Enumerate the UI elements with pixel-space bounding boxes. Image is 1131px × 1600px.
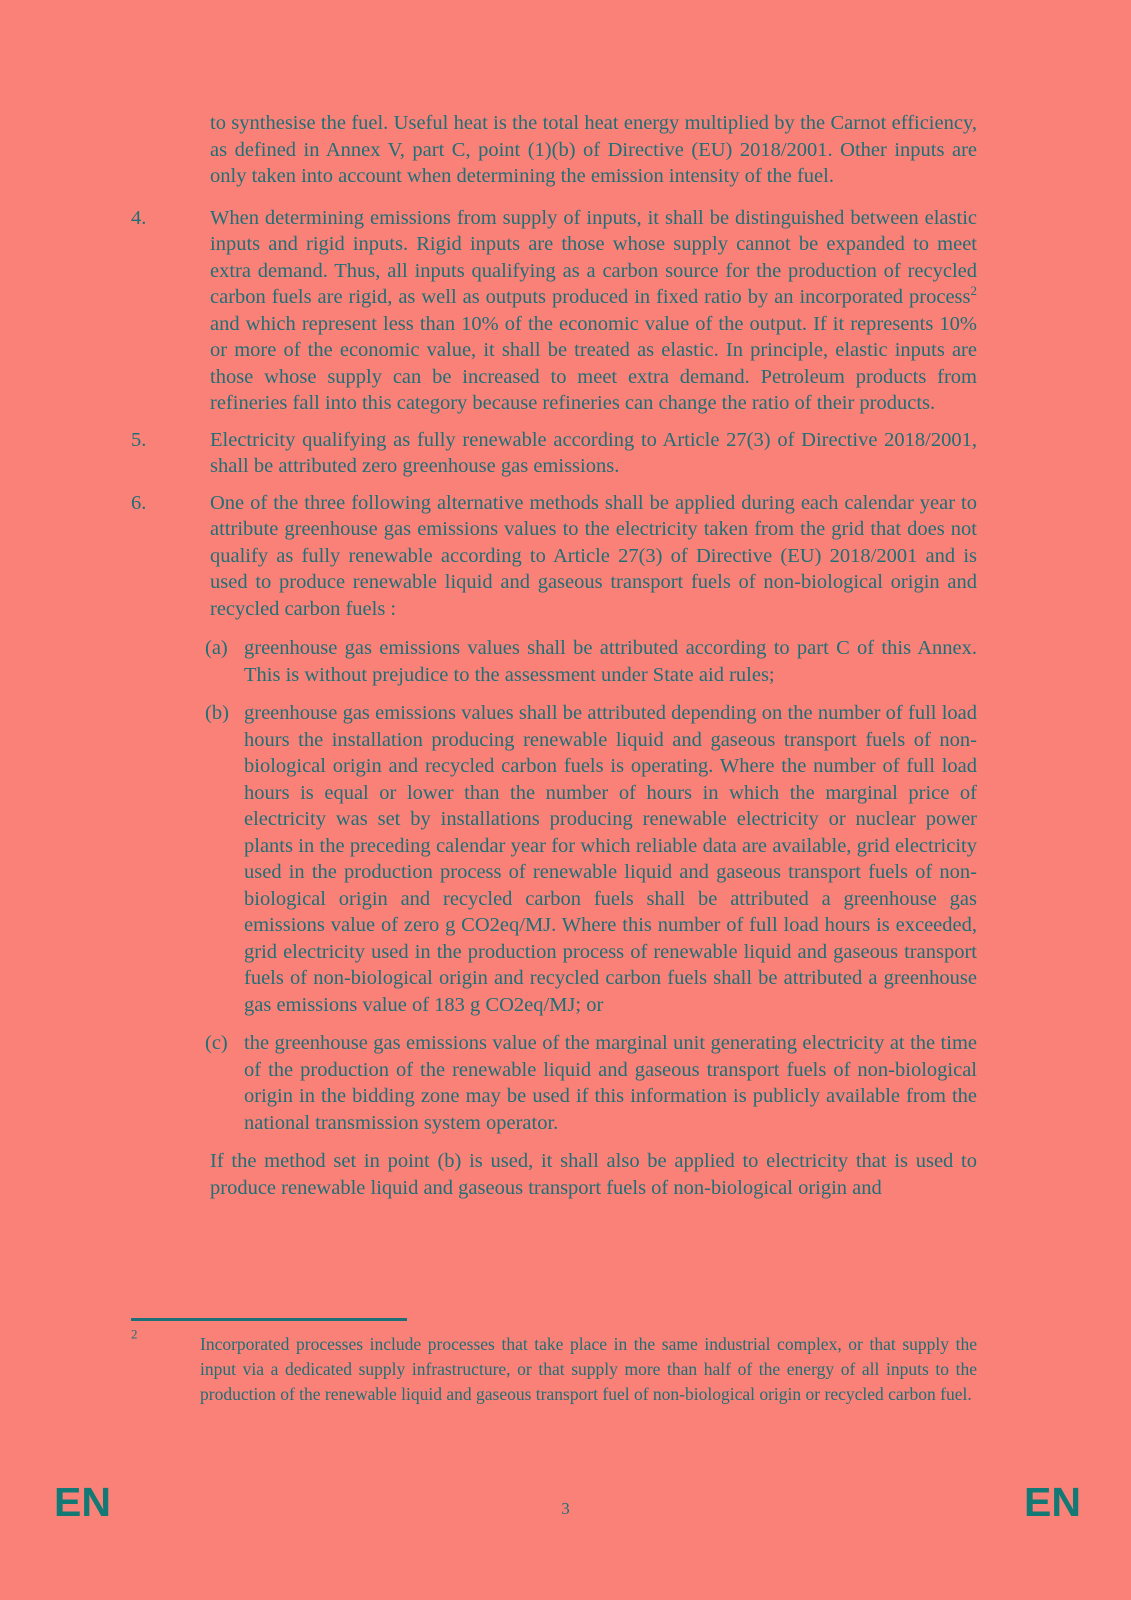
footnote-area (131, 1318, 977, 1407)
item-number: 5. (131, 428, 147, 451)
numbered-item-5 (131, 427, 977, 480)
item-number: 6. (131, 491, 147, 514)
footnote-2 (131, 1326, 977, 1407)
footnote-separator-rule (131, 1318, 407, 1321)
item-text (210, 205, 977, 417)
sub-item-text: greenhouse gas emissions values shall be attributed depending on the number of full load hours the installation producing renewable liquid and gaseous transport fuels of non-biological origin and recycled carbon fuels is operating. Where the number of full load hours is equal or lower than the number of hours in which the marginal price of electricity was set by installations producing renewable electricity or nuclear power plants in the preceding calendar year for which reliable data are available, grid electricity used in the production process of renewable liquid and gaseous transport fuels of non-biological origin and recycled carbon fuels shall be attributed a greenhouse gas emissions value of zero g CO2eq/MJ. Where this number of full load hours is exceeded, grid electricity used in the production process of renewable liquid and gaseous transport fuels of non-biological origin and recycled carbon fuels shall be attributed a greenhouse gas emissions value of 183 g CO2eq/MJ; or (244, 702, 977, 1016)
page-number: 3 (561, 1499, 570, 1518)
sub-item-b (205, 700, 977, 1018)
sub-item-c (205, 1030, 977, 1136)
sub-item-a (205, 635, 977, 688)
sub-item-label: (a) (205, 637, 228, 659)
item-text: One of the three following alternative methods shall be applied during each calendar year to attribute greenhouse gas emissions values to the electricity taken from the grid that does not qualify as fully renewable according to Article 27(3) of Directive (EU) 2018/2001 and is used to produce renewable liquid and gaseous transport fuels of non-biological origin and recycled carbon fuels : (210, 491, 977, 620)
lettered-sub-items (205, 635, 977, 1136)
sub-item-label: (c) (205, 1032, 228, 1054)
sub-item-label: (b) (205, 702, 229, 724)
item-number: 4. (131, 206, 147, 229)
item-text: Electricity qualifying as fully renewable according to Article 27(3) of Directive 2018/2001, shall be attributed zero greenhouse gas emissions. (210, 428, 977, 477)
item-4-text-after-footnote: and which represent less than 10% of the economic value of the output. If it represents 10% or more of the economic value, it shall be treated as elastic. In principle, elastic inputs are those whose supply can be increased to meet extra demand. Petroleum products from refineries fall into this category because refineries can change the ratio of their products. (210, 312, 977, 414)
sub-item-text: greenhouse gas emissions values shall be attributed according to part C of this Annex. This is without prejudice to the assessment under State aid rules; (244, 637, 977, 686)
item-4-text-before-footnote: When determining emissions from supply of inputs, it shall be distinguished between elastic inputs and rigid inputs. Rigid inputs are those whose supply cannot be expanded to meet extra demand. Thus, all inputs qualifying as a carbon source for the production of recycled carbon fuels are rigid, as well as outputs produced in fixed ratio by an incorporated process (210, 206, 977, 308)
footnote-reference: 2 (970, 283, 977, 299)
paragraph-intro: to synthesise the fuel. Useful heat is the total heat energy multiplied by the Carnot efficiency, as defined in Annex V, part C, point (1)(b) of Directive (EU) 2018/2001. Other inputs are only taken into account when determining the emission intensity of the fuel. (210, 112, 977, 187)
paragraph-closing: If the method set in point (b) is used, it shall also be applied to electricity that is used to produce renewable liquid and gaseous transport fuels of non-biological origin and (210, 1150, 977, 1199)
numbered-item-6 (131, 490, 977, 623)
footer-language-right: EN (1024, 1479, 1081, 1525)
footnote-text: Incorporated processes include processes that take place in the same industrial complex, or that supply the input via a dedicated supply infrastructure, or that supply more than half of the energy of all inputs to the production of the renewable liquid and gaseous transport fuel of non-biological origin or recycled carbon fuel. (200, 1334, 977, 1404)
sub-item-text: the greenhouse gas emissions value of the marginal unit generating electricity at the time of the production of the renewable liquid and gaseous transport fuels of non-biological origin in the bidding zone may be used if this information is publicly available from the national transmission system operator. (244, 1032, 977, 1134)
footnote-marker: 2 (131, 1326, 138, 1342)
numbered-item-4 (131, 205, 977, 417)
document-body (131, 110, 977, 1201)
footer-language-left: EN (54, 1479, 111, 1525)
